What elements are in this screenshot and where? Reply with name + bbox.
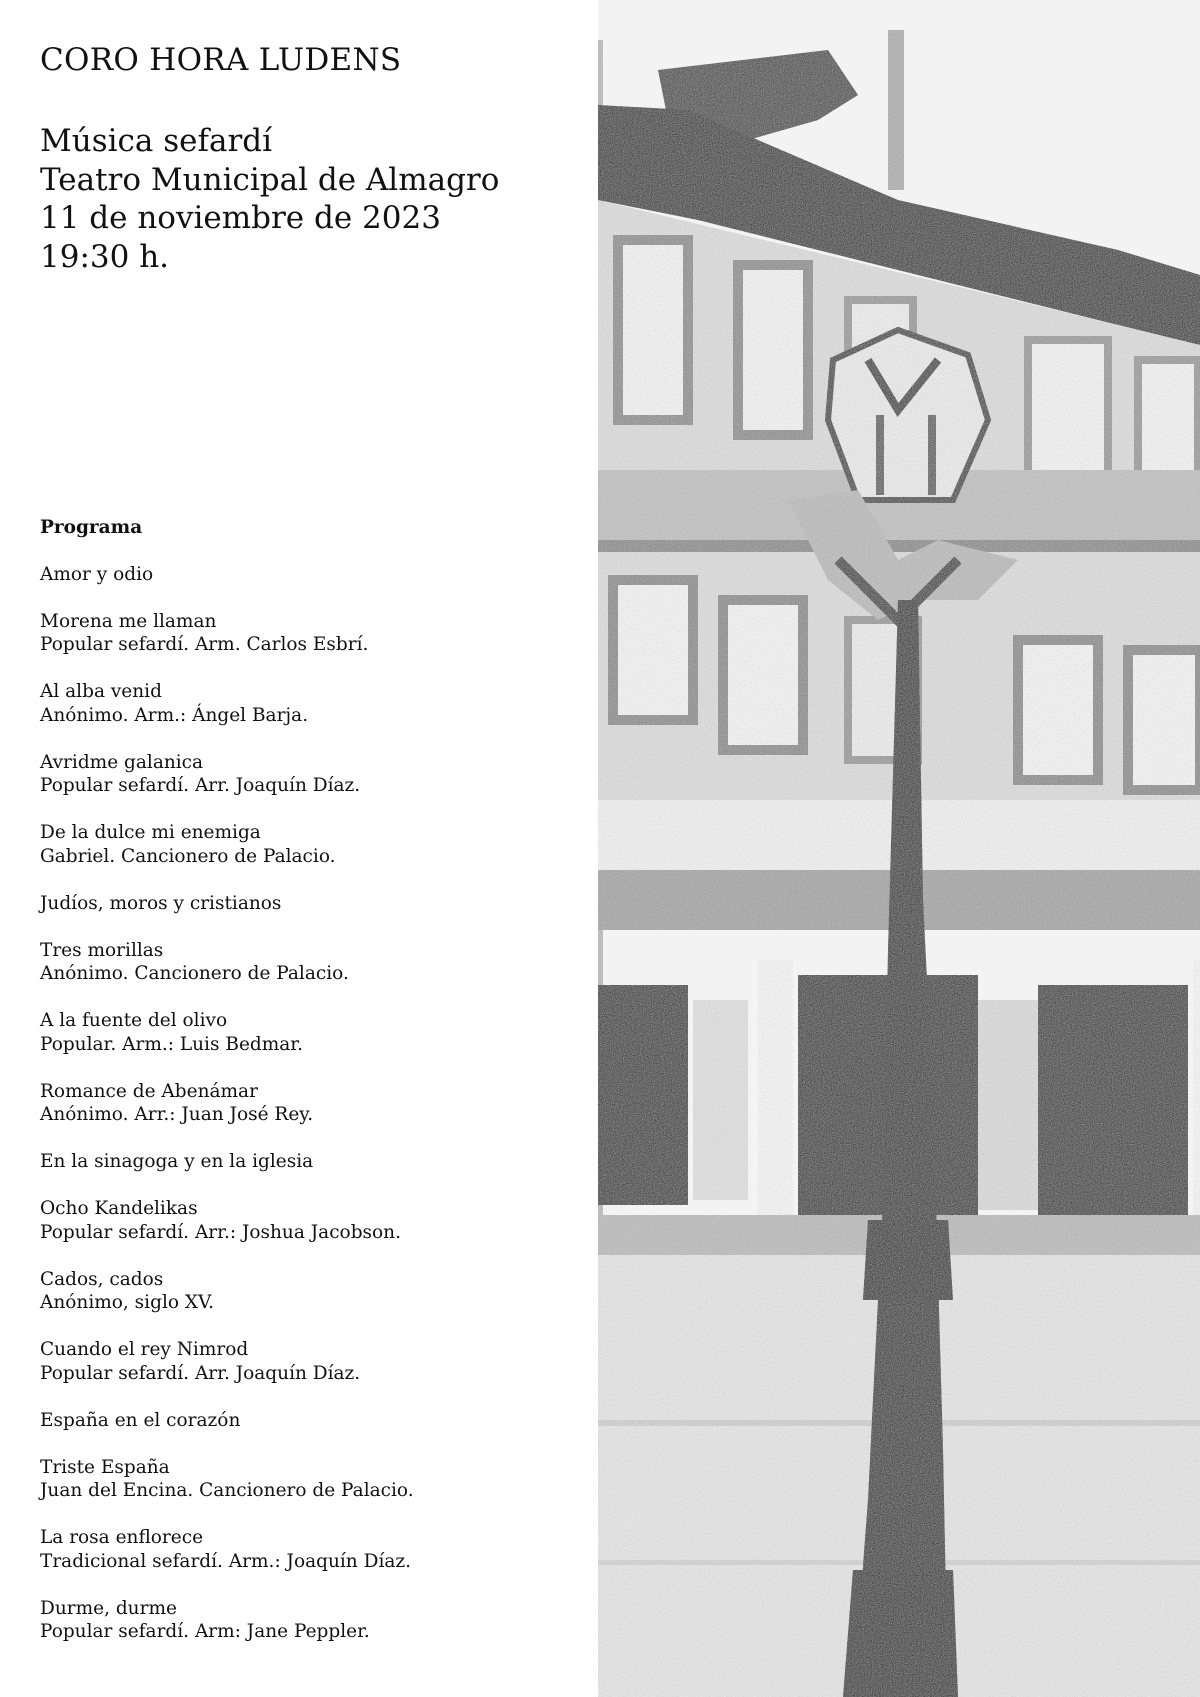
piece-credit: Anónimo. Cancionero de Palacio.: [40, 963, 349, 984]
choir-title: CORO HORA LUDENS: [40, 42, 402, 78]
piece-credit: Gabriel. Cancionero de Palacio.: [40, 845, 336, 867]
piece-credit: Popular sefardí. Arr. Joaquín Díaz.: [40, 775, 361, 796]
piece-credit: Popular sefardí. Arm: Jane Peppler.: [40, 1621, 370, 1642]
program-piece: [40, 1009, 414, 1056]
piece-title: A la fuente del olivo: [40, 1010, 228, 1031]
piece-title: Durme, durme: [40, 1597, 177, 1619]
program-piece: [40, 1268, 414, 1315]
program-piece: [40, 1597, 414, 1644]
program-heading: Programa: [40, 517, 143, 538]
section-title: Judíos, moros y cristianos: [40, 892, 282, 914]
section-title: En la sinagoga y en la iglesia: [40, 1151, 314, 1172]
piece-credit: Anónimo. Arr.: Juan José Rey.: [40, 1104, 314, 1125]
section-title: España en el corazón: [40, 1409, 241, 1431]
program-piece: [40, 610, 414, 657]
piece-title: La rosa enflorece: [40, 1527, 204, 1548]
program-section: [40, 1409, 414, 1433]
piece-credit: Popular sefardí. Arm. Carlos Esbrí.: [40, 634, 369, 655]
program-piece: [40, 1456, 414, 1503]
event-venue: Teatro Municipal de Almagro: [40, 161, 500, 198]
piece-credit: Popular. Arm.: Luis Bedmar.: [40, 1033, 303, 1055]
lamppost-sketch-illustration: [598, 0, 1200, 1697]
piece-credit: Tradicional sefardí. Arm.: Joaquín Díaz.: [40, 1550, 412, 1572]
piece-title: Avridme galanica: [40, 751, 204, 773]
piece-credit: Juan del Encina. Cancionero de Palacio.: [40, 1480, 414, 1501]
piece-title: De la dulce mi enemiga: [40, 822, 261, 843]
event-subtitle: Música sefardí: [40, 123, 273, 159]
piece-title: Tres morillas: [40, 939, 164, 961]
piece-title: Al alba venid: [40, 681, 162, 702]
program-piece: [40, 1526, 414, 1573]
piece-credit: Popular sefardí. Arr.: Joshua Jacobson.: [40, 1221, 401, 1243]
program-piece: [40, 1080, 414, 1127]
program-list: [40, 516, 414, 1667]
program-piece: [40, 821, 414, 868]
program-piece: [40, 751, 414, 798]
program-piece: [40, 1197, 414, 1244]
piece-credit: Popular sefardí. Arr. Joaquín Díaz.: [40, 1362, 361, 1384]
section-title: Amor y odio: [40, 563, 154, 585]
piece-title: Cados, cados: [40, 1268, 164, 1290]
sketch-drawing: [598, 0, 1200, 1697]
event-time: 19:30 h.: [40, 238, 170, 275]
program-piece: [40, 680, 414, 727]
program-piece: [40, 939, 414, 986]
piece-title: Romance de Abenámar: [40, 1080, 258, 1102]
program-section: [40, 1150, 414, 1174]
event-details: [40, 122, 499, 276]
piece-title: Triste España: [40, 1456, 170, 1478]
program-section: [40, 892, 414, 916]
program-section: [40, 563, 414, 587]
piece-credit: Anónimo. Arm.: Ángel Barja.: [40, 704, 309, 726]
program-piece: [40, 1338, 414, 1385]
event-date: 11 de noviembre de 2023: [40, 200, 441, 236]
piece-title: Cuando el rey Nimrod: [40, 1339, 249, 1360]
piece-credit: Anónimo, siglo XV.: [40, 1292, 215, 1313]
piece-title: Ocho Kandelikas: [40, 1198, 198, 1219]
piece-title: Morena me llaman: [40, 610, 217, 632]
